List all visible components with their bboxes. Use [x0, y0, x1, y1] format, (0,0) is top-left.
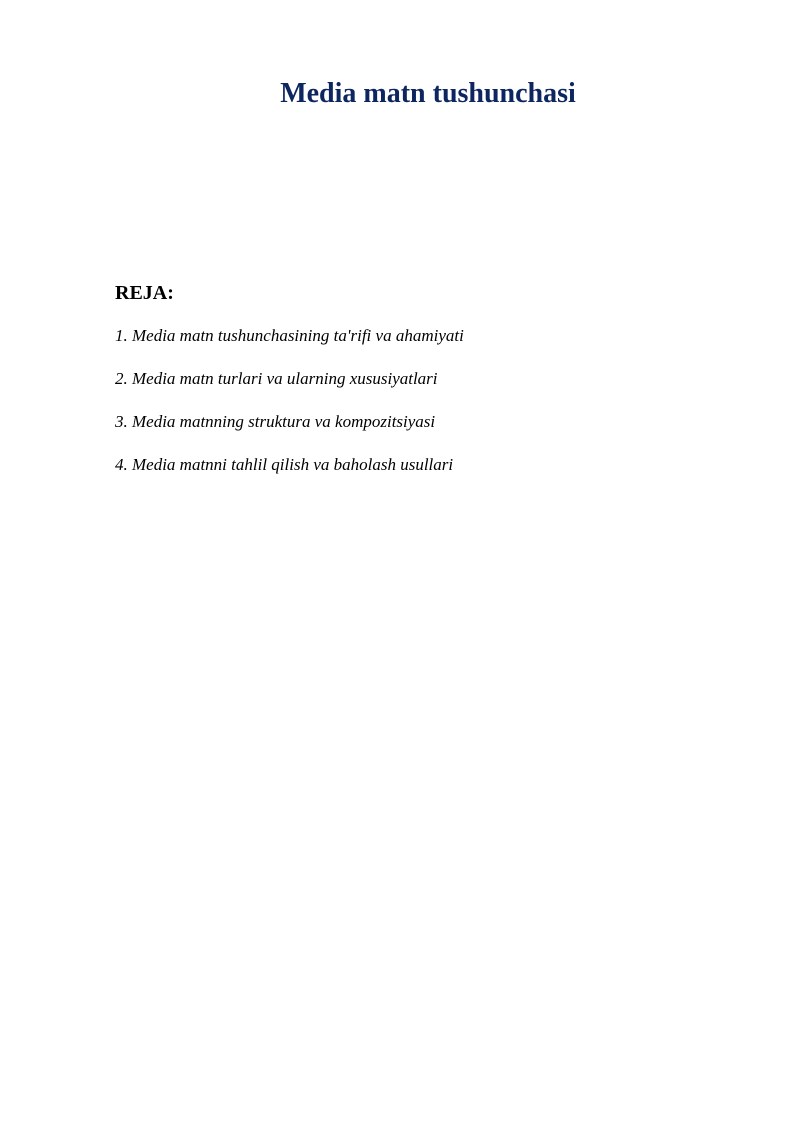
page-title: Media matn tushunchasi — [280, 78, 576, 109]
plan-item: 1. Media matn tushunchasining ta'rifi va ahamiyati — [115, 326, 464, 345]
plan-heading: REJA: — [115, 282, 174, 304]
plan-item: 3. Media matnning struktura va kompozitsiyasi — [115, 412, 436, 431]
plan-list — [115, 325, 464, 497]
plan-item: 2. Media matn turlari va ularning xususiyatlari — [115, 369, 438, 388]
plan-item: 4. Media matnni tahlil qilish va baholash usullari — [115, 455, 454, 474]
